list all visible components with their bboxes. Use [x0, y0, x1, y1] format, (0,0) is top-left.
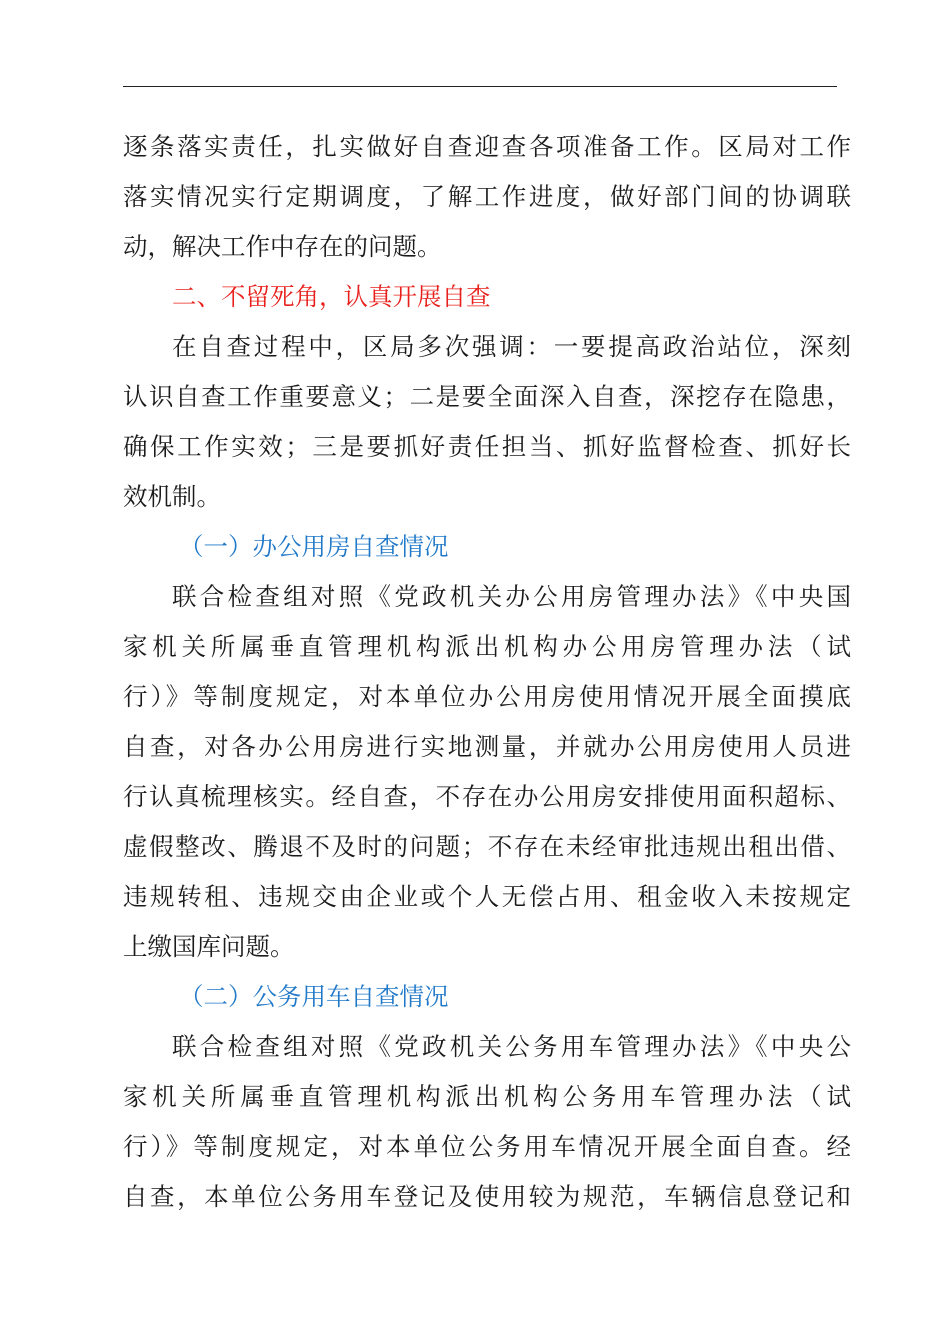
body-line: 行）》等制度规定，对本单位办公用房使用情况开展全面摸底: [123, 682, 851, 711]
body-line: 联合检查组对照《党政机关公务用车管理办法》《中央公: [172, 1032, 851, 1061]
body-line: 在自查过程中，区局多次强调：一要提高政治站位，深刻: [172, 332, 851, 361]
header-rule: [123, 86, 837, 87]
body-line: 确保工作实效；三是要抓好责任担当、抓好监督检查、抓好长: [123, 432, 851, 461]
body-line: 家机关所属垂直管理机构派出机构公务用车管理办法（试: [123, 1082, 851, 1111]
body-line: 行认真梳理核实。经自查，不存在办公用房安排使用面积超标、: [123, 782, 851, 811]
sub-heading: （二）公务用车自查情况: [179, 982, 449, 1011]
body-line: 动，解决工作中存在的问题。: [123, 232, 442, 261]
body-line: 认识自查工作重要意义；二是要全面深入自查，深挖存在隐患，: [123, 382, 851, 411]
body-line: 自查，对各办公用房进行实地测量，并就办公用房使用人员进: [123, 732, 851, 761]
body-line: 行）》等制度规定，对本单位公务用车情况开展全面自查。经: [123, 1132, 851, 1161]
body-line: 上缴国库问题。: [123, 932, 295, 961]
body-line: 违规转租、违规交由企业或个人无偿占用、租金收入未按规定: [123, 882, 851, 911]
body-line: 虚假整改、腾退不及时的问题；不存在未经审批违规出租出借、: [123, 832, 851, 861]
body-line: 自查，本单位公务用车登记及使用较为规范，车辆信息登记和: [123, 1182, 851, 1211]
body-line: 联合检查组对照《党政机关办公用房管理办法》《中央国: [172, 582, 851, 611]
section-heading: 二、不留死角，认真开展自查: [172, 282, 491, 311]
document-body: [123, 122, 851, 1222]
body-line: 落实情况实行定期调度，了解工作进度，做好部门间的协调联: [123, 182, 851, 211]
sub-heading: （一）办公用房自查情况: [179, 532, 449, 561]
body-line: 逐条落实责任，扎实做好自查迎查各项准备工作。区局对工作: [123, 132, 851, 161]
body-line: 家机关所属垂直管理机构派出机构办公用房管理办法（试: [123, 632, 851, 661]
body-line: 效机制。: [123, 482, 221, 511]
